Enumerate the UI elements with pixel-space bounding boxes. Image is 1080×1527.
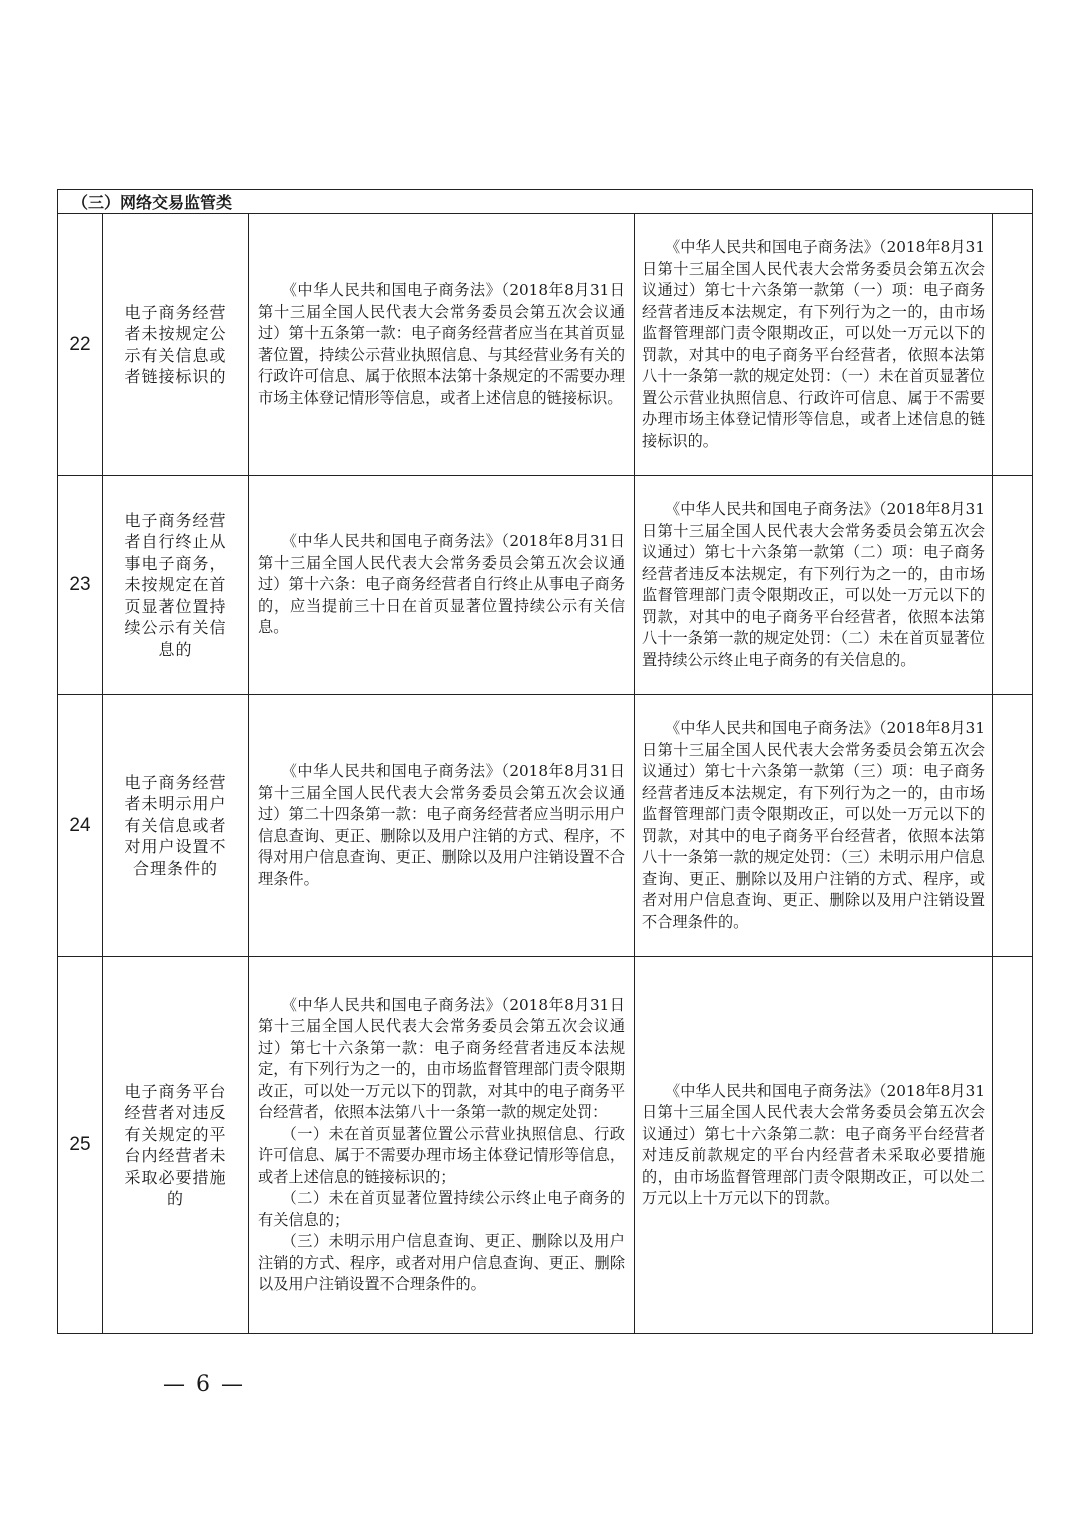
penalty-basis: 《中华人民共和国电子商务法》（2018年8月31日第十三届全国人民代表大会常务委员会第五次会议通过）第七十六条第一款第（三）项：电子商务经营者违反本法规定，有下列行为之一的，由市场监督管理部门责令限期改正，可以处一万元以下的罚款，对其中的电子商务平台经营者，依照本法第八十一条第一款的规定处罚：（三）未明示用户信息查询、更正、删除以及用户注销的方式、程序，或者对用户信息查询、更正、删除以及用户注销设置不合理条件的。 — [642, 719, 985, 931]
remark-cell — [993, 957, 1033, 1334]
item-name-cell — [103, 957, 249, 1334]
penalty-basis: 《中华人民共和国电子商务法》（2018年8月31日第十三届全国人民代表大会常务委员会第五次会议通过）第七十六条第一款第（一）项：电子商务经营者违反本法规定，有下列行为之一的，由市场监督管理部门责令限期改正，可以处一万元以下的罚款，对其中的电子商务平台经营者，依照本法第八十一条第一款的规定处罚：（一）未在首页显著位置公示营业执照信息、行政许可信息、属于不需要办理市场主体登记情形等信息，或者上述信息的链接标识的。 — [642, 238, 985, 450]
enforcement-table — [57, 189, 1033, 1334]
penalty-basis-cell — [635, 476, 993, 695]
section-header-row — [58, 190, 1033, 214]
item-name: 电子商务平台经营者对违反有关规定的平台内经营者未采取必要措施的 — [124, 1081, 227, 1208]
row-number: 23 — [58, 476, 103, 695]
page-number: — 6 — — [163, 1372, 245, 1397]
penalty-basis: 《中华人民共和国电子商务法》（2018年8月31日第十三届全国人民代表大会常务委员会第五次会议通过）第七十六条第一款第（二）项：电子商务经营者违反本法规定，有下列行为之一的，由市场监督管理部门责令限期改正，可以处一万元以下的罚款，对其中的电子商务平台经营者，依照本法第八十一条第一款的规定处罚：（二）未在首页显著位置持续公示终止电子商务的有关信息的。 — [642, 500, 985, 669]
remark-cell — [993, 695, 1033, 957]
item-name-cell — [103, 695, 249, 957]
row-number: 22 — [58, 214, 103, 476]
row-number: 24 — [58, 695, 103, 957]
section-title: （三）网络交易监管类 — [58, 190, 1033, 214]
remark-cell — [993, 214, 1033, 476]
legal-basis-cell — [249, 476, 635, 695]
remark-cell — [993, 476, 1033, 695]
row-number: 25 — [58, 957, 103, 1334]
legal-basis-cell — [249, 957, 635, 1334]
legal-basis: 《中华人民共和国电子商务法》（2018年8月31日第十三届全国人民代表大会常务委员会第五次会议通过）第十六条：电子商务经营者自行终止从事电子商务的，应当提前三十日在首页显著位置持续公示有关信息。 — [258, 532, 625, 637]
penalty-basis-cell — [635, 695, 993, 957]
item-name-cell — [103, 476, 249, 695]
table-row — [58, 476, 1033, 695]
legal-basis: 《中华人民共和国电子商务法》（2018年8月31日第十三届全国人民代表大会常务委员会第五次会议通过）第七十六条第一款：电子商务经营者违反本法规定，有下列行为之一的，由市场监督管理部门责令限期改正，可以处一万元以下的罚款，对其中的电子商务平台经营者，依照本法第八十一条第一款的规定处罚： （一）未在首页显著位置公示营业执照信息、行政许可信息、属于不需要办理市场主体登记情形等信息，或者上述信息的链接标识的； （二）未在首页显著位置持续公示终止电子商务的有关信息的； （三）未明示用户信息查询、更正、删除以及用户注销的方式、程序，或者对用户信息查询、更正、删除以及用户注销设置不合理条件的。 — [258, 995, 625, 1293]
penalty-basis-cell — [635, 957, 993, 1334]
legal-basis-cell — [249, 695, 635, 957]
item-name: 电子商务经营者未按规定公示有关信息或者链接标识的 — [124, 302, 227, 386]
legal-basis-cell — [249, 214, 635, 476]
penalty-basis: 《中华人民共和国电子商务法》（2018年8月31日第十三届全国人民代表大会常务委员会第五次会议通过）第七十六条第二款：电子商务平台经营者对违反前款规定的平台内经营者未采取必要措施的，由市场监督管理部门责令限期改正，可以处二万元以上十万元以下的罚款。 — [642, 1081, 985, 1207]
item-name-cell — [103, 214, 249, 476]
table-row — [58, 957, 1033, 1334]
table-row — [58, 695, 1033, 957]
penalty-basis-cell — [635, 214, 993, 476]
legal-basis: 《中华人民共和国电子商务法》（2018年8月31日第十三届全国人民代表大会常务委员会第五次会议通过）第二十四条第一款：电子商务经营者应当明示用户信息查询、更正、删除以及用户注销的方式、程序，不得对用户信息查询、更正、删除以及用户注销设置不合理条件。 — [258, 762, 625, 888]
legal-basis: 《中华人民共和国电子商务法》（2018年8月31日第十三届全国人民代表大会常务委员会第五次会议通过）第十五条第一款：电子商务经营者应当在其首页显著位置，持续公示营业执照信息、与其经营业务有关的行政许可信息、属于依照本法第十条规定的不需要办理市场主体登记情形等信息，或者上述信息的链接标识。 — [258, 281, 625, 407]
table-row — [58, 214, 1033, 476]
item-name: 电子商务经营者未明示用户有关信息或者对用户设置不合理条件的 — [124, 772, 227, 878]
item-name: 电子商务经营者自行终止从事电子商务，未按规定在首页显著位置持续公示有关信息的 — [124, 510, 227, 659]
